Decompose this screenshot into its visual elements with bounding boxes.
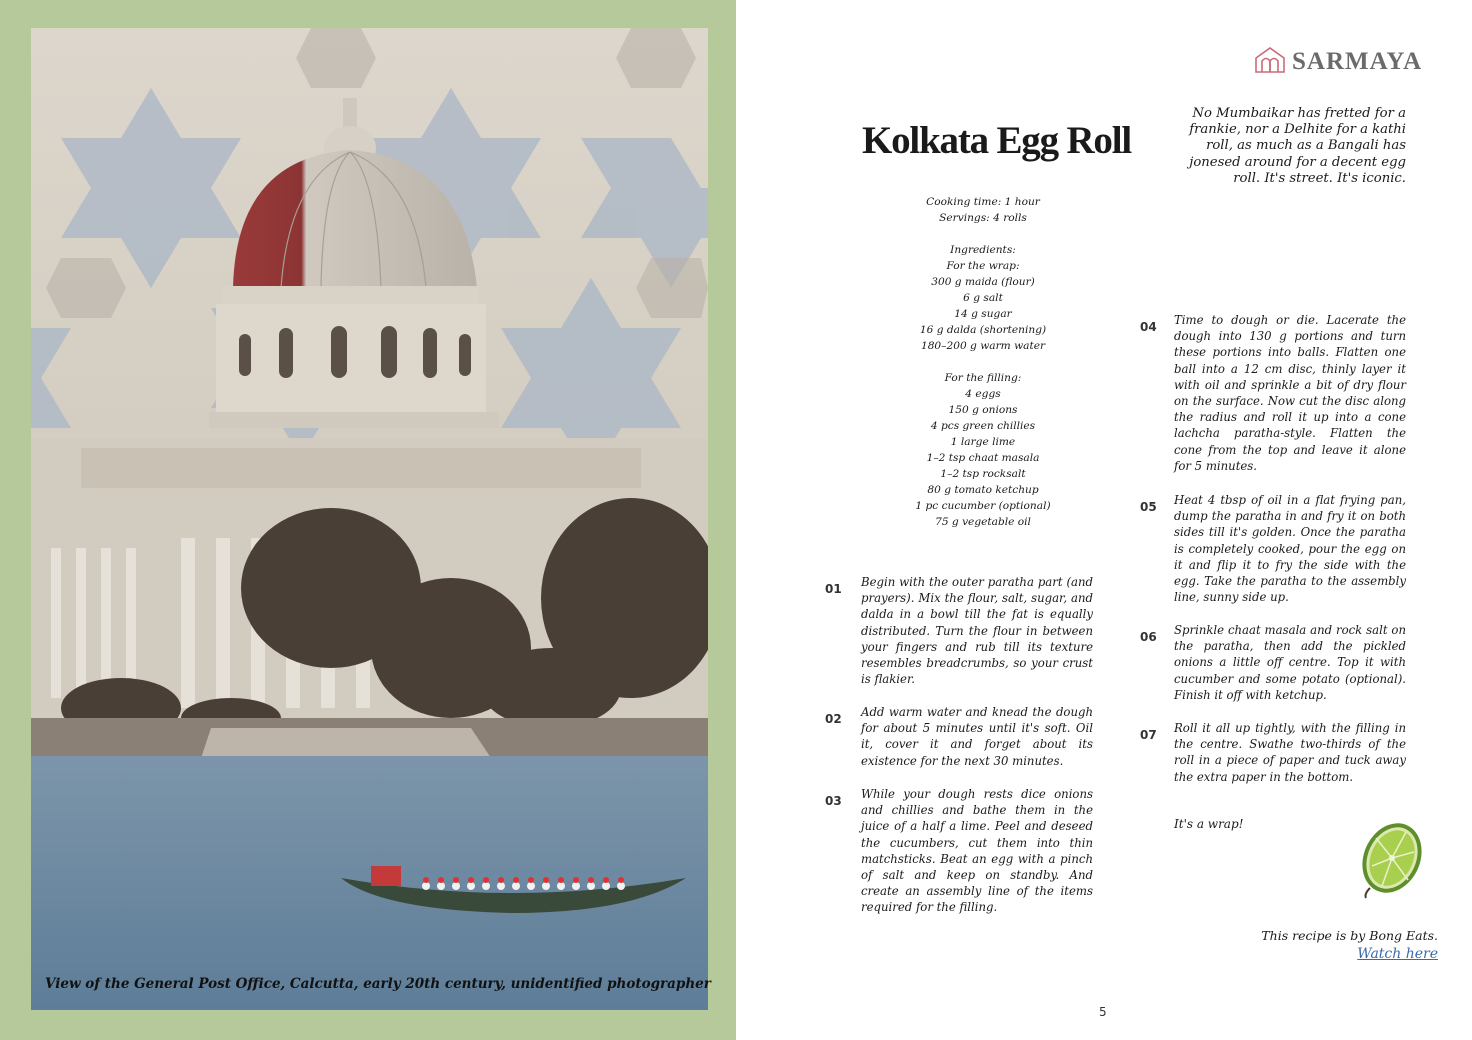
ingredients-block (898, 194, 1068, 530)
step-number: 07 (1140, 728, 1157, 742)
credit-text: This recipe is by Bong Eats. (1261, 928, 1438, 943)
page-number: 5 (1099, 1005, 1107, 1019)
ingredient-item: 75 g vegetable oil (935, 516, 1031, 528)
ingredient-item: 4 eggs (965, 388, 1001, 400)
ingredient-item: 1–2 tsp rocksalt (940, 468, 1026, 480)
step-text: Time to dough or die. Lacerate the dough into 130 g portions and turn these portions into balls. Flatten one ball into a 12 cm disc, thinly layer it with oil and sprinkle a bit of dry flour on the surface. Now cut the disc along the radius and roll it up into a cone lachcha paratha-style. Flatten the cone from the top and leave it alone for 5 minutes. (1174, 313, 1406, 473)
wrap-heading: For the wrap: (946, 260, 1020, 272)
recipe-credit (1261, 926, 1438, 964)
ingredient-item: 1 large lime (950, 436, 1016, 448)
step-text: Add warm water and knead the dough for about 5 minutes until it's soft. Oil it, cover it and forget about its existence for the next 30 minutes. (861, 705, 1093, 768)
step-text: Heat 4 tbsp of oil in a flat frying pan, dump the paratha in and fry it on both sides till it's golden. Once the paratha is completely cooked, pour the egg on it and flip it to fry the side with the egg. Take the paratha to the assembly line, sunny side up. (1174, 493, 1406, 605)
ingredient-item: 80 g tomato ketchup (927, 484, 1039, 496)
watch-here-link[interactable]: Watch here (1357, 946, 1438, 962)
recipe-title: Kolkata Egg Roll (862, 119, 1131, 162)
right-page (736, 0, 1472, 1040)
step-number: 05 (1140, 500, 1157, 514)
ingredient-item: 150 g onions (948, 404, 1018, 416)
ingredient-item: 300 g maida (flour) (931, 276, 1035, 288)
ingredient-item: 180–200 g warm water (920, 340, 1046, 352)
sarmaya-logo (1254, 46, 1422, 78)
step-text: While your dough rests dice onions and chillies and bathe them in the juice of a half a lime. Peel and deseed the cucumbers, cut them into thin matchsticks. Beat an egg with a pinch of salt and keep on standby. And create an assembly line of the items required for the filling. (861, 787, 1093, 915)
house-outline-icon (1254, 46, 1286, 78)
lime-slice-icon (1360, 818, 1424, 904)
ingredient-item: 16 g dalda (shortening) (919, 324, 1047, 336)
step-number: 01 (825, 582, 842, 596)
wrap-note: It's a wrap! (1174, 817, 1244, 831)
step-number: 06 (1140, 630, 1157, 644)
general-post-office-photo (31, 28, 708, 1010)
step-number: 04 (1140, 320, 1157, 334)
servings: Servings: 4 rolls (939, 212, 1027, 224)
ingredient-item: 1–2 tsp chaat masala (926, 452, 1040, 464)
step-text: Begin with the outer paratha part (and prayers). Mix the flour, salt, sugar, and dalda in a bowl till the fat is equally distributed. Turn the flour in between your fingers and rub till its texture resembles breadcrumbs, so your crust is flakier. (861, 575, 1093, 687)
step-text: Sprinkle chaat masala and rock salt on the paratha, then add the pickled onions a little off centre. Top it with cucumber and some potato (optional). Finish it off with ketchup. (1174, 623, 1406, 702)
logo-text: SARMAYA (1292, 48, 1423, 75)
step-text: Roll it all up tightly, with the filling in the centre. Swathe two-thirds of the roll in a piece of paper and tuck away the extra paper in the bottom. (1174, 721, 1406, 784)
ingredients-heading: Ingredients: (950, 244, 1016, 256)
ingredient-item: 1 pc cucumber (optional) (915, 500, 1051, 512)
photo-caption: View of the General Post Office, Calcutta, early 20th century, unidentified photographer (45, 976, 711, 992)
recipe-intro: No Mumbaikar has fretted for a frankie, nor a Delhite for a kathi roll, as much as a Bangali has jonesed around for a decent egg roll. It's street. It's iconic. (1189, 106, 1406, 186)
ingredient-item: 14 g sugar (954, 308, 1012, 320)
ingredient-item: 6 g salt (963, 292, 1003, 304)
cooking-time: Cooking time: 1 hour (926, 196, 1040, 208)
ingredient-item: 4 pcs green chillies (930, 420, 1036, 432)
step-number: 03 (825, 794, 842, 808)
step-number: 02 (825, 712, 842, 726)
filling-heading: For the filling: (944, 372, 1022, 384)
